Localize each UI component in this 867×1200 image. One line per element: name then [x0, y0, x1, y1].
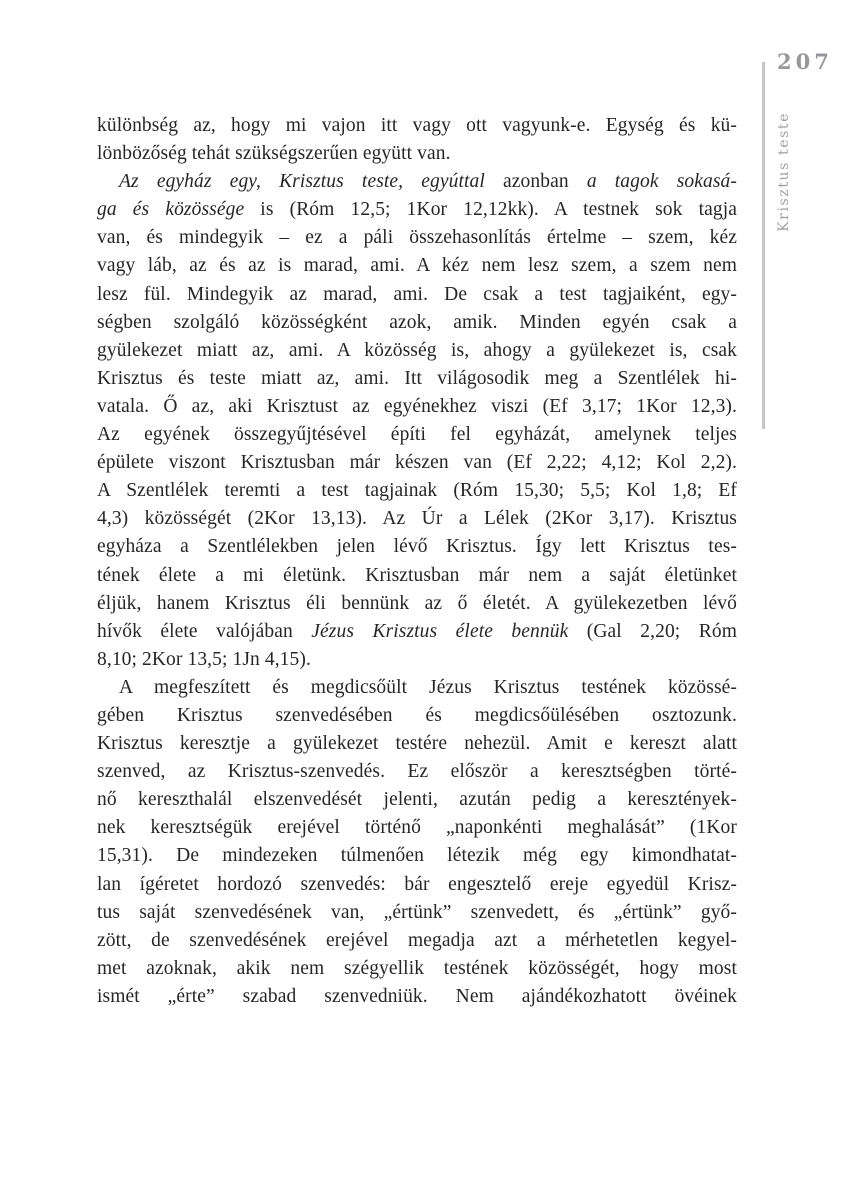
margin-rule — [762, 62, 765, 429]
text-line — [97, 112, 737, 140]
body-text: met azoknak, akik nem szégyellik testének közösségét, hogy most — [97, 957, 737, 979]
text-line — [97, 309, 737, 337]
text-line — [97, 618, 737, 646]
chapter-side-label: Krisztus teste — [776, 112, 792, 232]
body-text: azonban — [484, 171, 587, 193]
text-line — [97, 562, 737, 590]
text-line — [97, 646, 737, 674]
text-line — [97, 983, 737, 1011]
text-line — [97, 899, 737, 927]
text-line — [97, 758, 737, 786]
body-text: van, és mindegyik – ez a páli összehasonlítás értelme – szem, kéz — [97, 227, 737, 249]
page-number: 207 — [777, 49, 833, 74]
body-text: hívők élete valójában — [97, 620, 312, 642]
emphasis-text: ga és közössége — [97, 199, 245, 221]
body-text: lan ígéretet hordozó szenvedés: bár engesztelő ereje egyedül Krisz- — [97, 873, 737, 895]
body-text: zött, de szenvedésének erejével megadja azt a mérhetetlen kegyel- — [97, 929, 737, 951]
body-text: vagy láb, az és az is marad, ami. A kéz nem lesz szem, a szem nem — [97, 255, 737, 277]
body-text: Krisztus és teste miatt az, ami. Itt világosodik meg a Szentlélek hi- — [97, 367, 737, 389]
body-text: szenved, az Krisztus-szenvedés. Ez először a keresztségben törté- — [97, 761, 737, 783]
body-text: ismét „érte” szabad szenvedniük. Nem ajándékozhatott övéinek — [97, 985, 737, 1007]
text-line — [97, 140, 737, 168]
text-line — [97, 168, 737, 196]
emphasis-text: Az egyház egy, Krisztus teste, egyúttal — [119, 171, 485, 193]
body-text: Az egyének összegyűjtésével építi fel egyházát, amelynek teljes — [97, 424, 737, 446]
text-line — [97, 842, 737, 870]
body-text: gében Krisztus szenvedésében és megdicsőülésében osztozunk. — [97, 704, 737, 726]
text-line — [97, 590, 737, 618]
body-text: lesz fül. Mindegyik az marad, ami. De csak a test tagjaiként, egy- — [97, 283, 737, 305]
body-text: egyháza a Szentlélekben jelen lévő Krisztus. Így lett Krisztus tes- — [97, 536, 737, 558]
text-line — [97, 337, 737, 365]
body-text: vatala. Ő az, aki Krisztust az egyénekhez viszi (Ef 3,17; 1Kor 12,3). — [97, 395, 737, 417]
text-block — [97, 112, 737, 1011]
body-text: épülete viszont Krisztusban már készen van (Ef 2,22; 4,12; Kol 2,2). — [97, 452, 737, 474]
body-text: 15,31). De mindezeken túlmenően létezik még egy kimondhatat- — [97, 845, 737, 867]
text-line — [97, 702, 737, 730]
emphasis-text: Jézus Krisztus élete bennük — [311, 620, 569, 642]
text-line — [97, 730, 737, 758]
body-text: lönbözőség tehát szükségszerűen együtt van. — [97, 143, 451, 165]
body-text: különbség az, hogy mi vajon itt vagy ott vagyunk-e. Egység és kü- — [97, 115, 737, 136]
text-line — [97, 505, 737, 533]
text-line — [97, 955, 737, 983]
text-line — [97, 449, 737, 477]
body-text: A megfeszített és megdicsőült Jézus Krisztus testének közössé- — [119, 676, 737, 698]
body-text: nő kereszthalál elszenvedését jelenti, azután pedig a keresztények- — [97, 789, 737, 811]
text-line — [97, 393, 737, 421]
body-text: éljük, hanem Krisztus éli bennünk az ő életét. A gyülekezetben lévő — [97, 592, 737, 614]
body-text: (Gal 2,20; Róm — [568, 620, 737, 642]
text-line — [97, 421, 737, 449]
body-text: A Szentlélek teremti a test tagjainak (Róm 15,30; 5,5; Kol 1,8; Ef — [97, 480, 737, 502]
body-text: gyülekezet miatt az, ami. A közösség is, ahogy a gyülekezet is, csak — [97, 339, 737, 361]
body-text: Krisztus keresztje a gyülekezet testére nehezül. Amit e kereszt alatt — [97, 733, 737, 755]
text-line — [97, 224, 737, 252]
body-text: 8,10; 2Kor 13,5; 1Jn 4,15). — [97, 648, 311, 670]
text-line — [97, 814, 737, 842]
text-line — [97, 674, 737, 702]
text-line — [97, 786, 737, 814]
text-line — [97, 533, 737, 561]
body-text: ségben szolgáló közösségként azok, amik. Minden egyén csak a — [97, 311, 737, 333]
emphasis-text: a tagok sokasá- — [586, 171, 738, 193]
body-text: nek keresztségük erejével történő „naponkénti meghalását” (1Kor — [97, 817, 737, 839]
body-text: 4,3) közösségét (2Kor 13,13). Az Úr a Lélek (2Kor 3,17). Krisztus — [97, 508, 737, 530]
body-text: is (Róm 12,5; 1Kor 12,12kk). A testnek sok tagja — [244, 199, 737, 221]
body-text: tus saját szenvedésének van, „értünk” szenvedett, és „értünk” győ- — [97, 901, 737, 923]
body-text: tének élete a mi életünk. Krisztusban már nem a saját életünket — [97, 564, 737, 586]
text-line — [97, 871, 737, 899]
text-line — [97, 252, 737, 280]
text-line — [97, 281, 737, 309]
text-line — [97, 927, 737, 955]
text-line — [97, 196, 737, 224]
text-line — [97, 365, 737, 393]
text-line — [97, 477, 737, 505]
